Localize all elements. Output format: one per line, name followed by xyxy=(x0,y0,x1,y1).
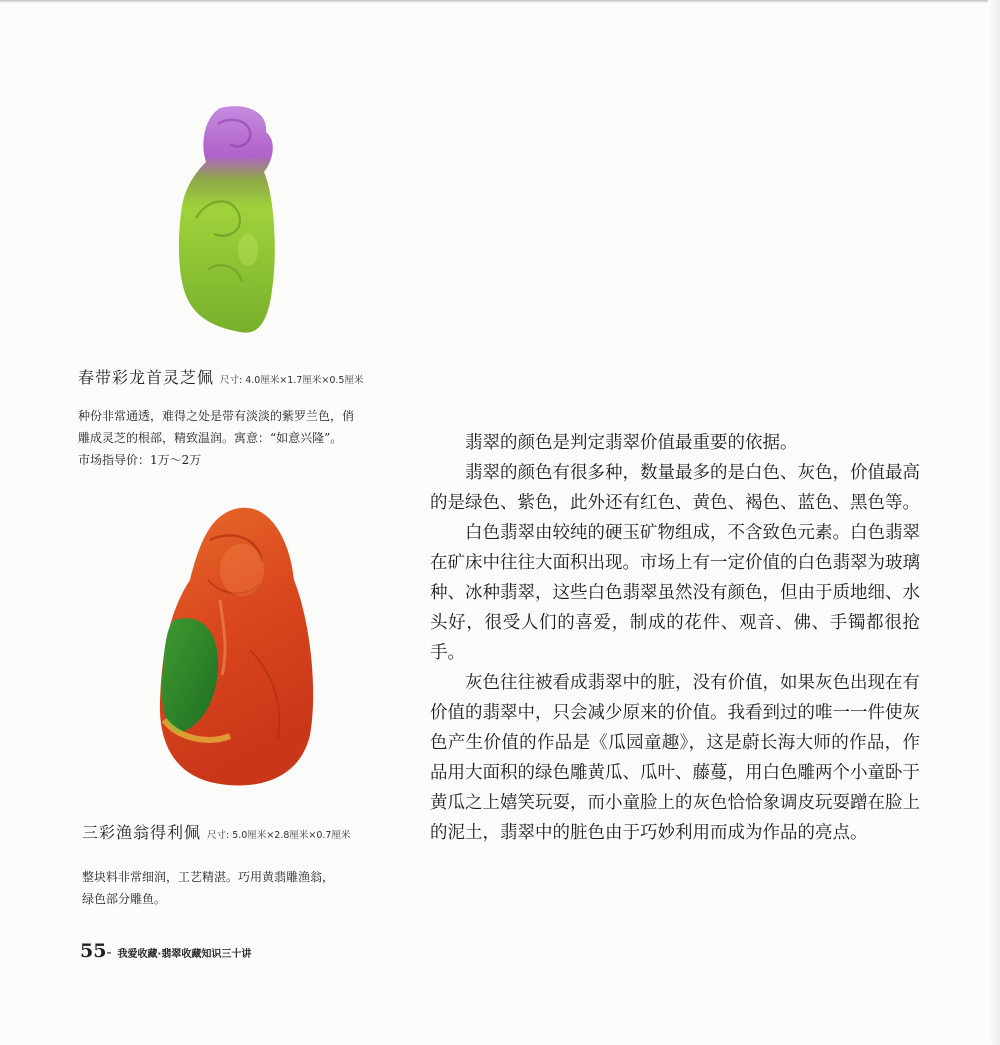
description-line: 绿色部分雕鱼。 xyxy=(82,892,167,906)
description-line: 整块料非常细润，工艺精湛。巧用黄翡雕渔翁， xyxy=(82,870,335,884)
description-line: 种份非常通透，难得之处是带有淡淡的紫罗兰色，俏 xyxy=(78,409,355,423)
scan-edge-top xyxy=(0,0,990,3)
caption-title: 三彩渔翁得利佩 xyxy=(82,823,202,842)
paragraph: 翡翠的颜色有很多种，数量最多的是白色、灰色，价值最高的是绿色、紫色，此外还有红色、黄色、褐色、蓝色、黑色等。 xyxy=(430,463,920,513)
description-line: 雕成灵芝的根部，精致温润。寓意：“如意兴隆”。 xyxy=(78,431,343,445)
caption-title: 春带彩龙首灵芝佩 xyxy=(78,368,215,387)
fisherman-pendant-image xyxy=(150,500,320,790)
caption-lingzhi-pendant xyxy=(78,365,363,388)
caption-fisherman-pendant xyxy=(82,820,350,843)
paragraph: 白色翡翠由较纯的硬玉矿物组成，不含致色元素。白色翡翠在矿床中往往大面积出现。市场上有一定价值的白色翡翠为玻璃种、冰种翡翠，这些白色翡翠虽然没有颜色，但由于质地细、水头好，很受人们的喜爱，制成的花件、观音、佛、手镯都很抢手。 xyxy=(430,523,920,663)
footer-separator: - xyxy=(106,945,112,961)
description-lingzhi-pendant xyxy=(78,405,418,471)
description-line: 市场指导价：1万～2万 xyxy=(78,453,202,467)
book-title: 我爱收藏·翡翠收藏知识三十讲 xyxy=(117,949,252,960)
scan-edge-right xyxy=(988,0,1000,1045)
caption-size: 尺寸: 4.0厘米×1.7厘米×0.5厘米 xyxy=(220,375,364,386)
lingzhi-pendant-image xyxy=(168,100,286,340)
paragraph: 灰色往往被看成翡翠中的脏，没有价值，如果灰色出现在有价值的翡翠中，只会减少原来的价值。我看到过的唯一一件使灰色产生价值的作品是《瓜园童趣》，这是蔚长海大师的作品，作品用大面积的绿色雕黄瓜、瓜叶、藤蔓，用白色雕两个小童卧于黄瓜之上嬉笑玩耍，而小童脸上的灰色恰恰象调皮玩耍蹭在脸上的泥土，翡翠中的脏色由于巧妙利用而成为作品的亮点。 xyxy=(430,673,920,843)
page-footer xyxy=(80,940,251,962)
main-article xyxy=(430,428,920,848)
page-number: 55 xyxy=(80,940,107,962)
paragraph: 翡翠的颜色是判定翡翠价值最重要的依据。 xyxy=(465,433,798,453)
caption-size: 尺寸: 5.0厘米×2.8厘米×0.7厘米 xyxy=(207,830,351,841)
description-fisherman-pendant xyxy=(82,866,402,910)
